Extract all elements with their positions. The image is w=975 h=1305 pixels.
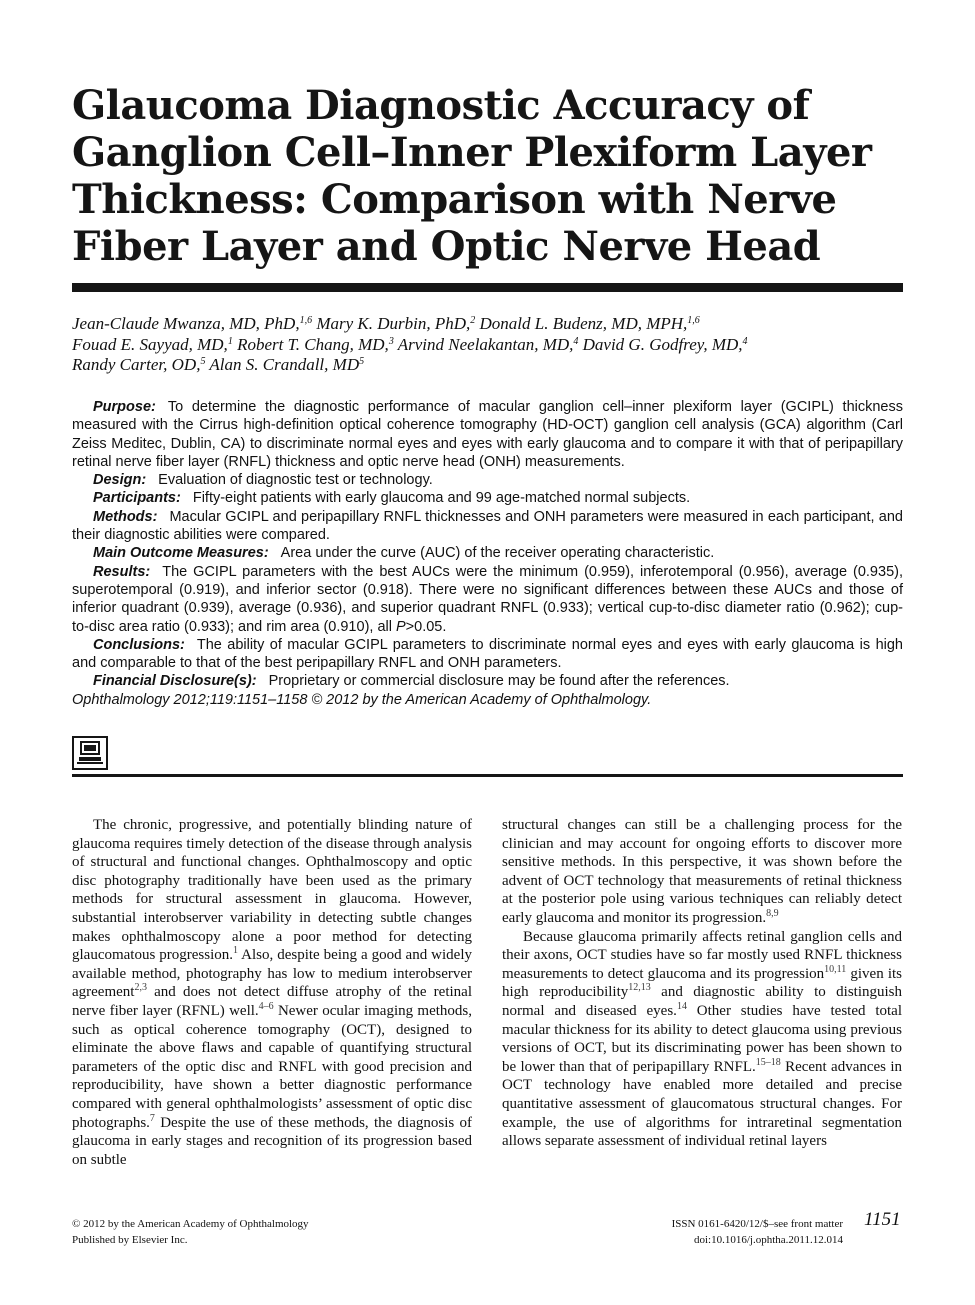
footer-issn: [600, 1216, 843, 1248]
conclusions-text: The ability of macular GCIPL parameters to discriminate normal eyes and eyes with early glaucoma is high and comparable to that of the best peripapillary RNFL and ONH parameters.: [72, 636, 903, 672]
participants-text: Fifty-eight patients with early glaucoma and 99 age-matched normal subjects.: [192, 490, 691, 507]
body-text: and diagnostic ability to distinguish normal and diseased eyes.: [502, 984, 902, 1019]
abstract-methods: [72, 508, 903, 545]
page-number: 1151: [864, 1209, 901, 1230]
body-paragraph: [72, 816, 472, 1169]
publisher-line: Published by Elsevier Inc.: [72, 1234, 188, 1246]
body-text: structural changes can still be a challenging process for the clinician and may account for ongoing efforts to discover more sensitive methods. In this perspective, it was shown before the advent of OCT technology that measurements of retinal thickness at the posterior pole using various techniques can reliably detect early glaucoma and monitor its progression.: [502, 817, 902, 926]
reference-citation[interactable]: 4–6: [258, 1000, 274, 1012]
reference-citation[interactable]: 7: [149, 1112, 155, 1124]
author-name: Fouad E. Sayyad, MD,: [72, 334, 228, 354]
results-p-value: >0.05.: [405, 618, 447, 635]
body-paragraph: [502, 816, 902, 928]
title-rule: [72, 283, 903, 292]
article-title: Glaucoma Diagnostic Accuracy of Ganglion Cell–Inner Plexiform Layer Thickness: Comparison with Nerve Fiber Layer and Optic Nerve Head: [72, 82, 872, 270]
author-name: Robert T. Chang, MD,: [232, 334, 389, 354]
body-paragraph: [502, 928, 902, 1151]
design-label: Design:: [93, 472, 147, 489]
copyright-line: © 2012 by the American Academy of Ophthalmology: [72, 1218, 309, 1230]
reference-citation[interactable]: 10,11: [824, 963, 847, 975]
outcome-label: Main Outcome Measures:: [93, 545, 269, 562]
disclosure-label: Financial Disclosure(s):: [93, 673, 257, 690]
issn-line: ISSN 0161-6420/12/$–see front matter: [671, 1218, 843, 1230]
reference-citation[interactable]: 2,3: [134, 982, 147, 994]
author-line: [72, 314, 912, 335]
abstract-design: [72, 471, 903, 489]
author-affiliation: 2: [470, 315, 476, 326]
author-affiliation: 1,6: [687, 315, 700, 326]
body-text: Despite the use of these methods, the diagnosis of glaucoma in early stages and recognition of its progression based on subtle: [72, 1114, 472, 1168]
author-name: Randy Carter, OD,: [72, 355, 201, 374]
author-name: Alan S. Crandall, MD: [205, 355, 360, 374]
methods-text: Macular GCIPL and peripapillary RNFL thicknesses and ONH parameters were measured in each participant, and their diagnostic abilities were compared.: [72, 508, 903, 544]
author-name: Mary K. Durbin, PhD,: [312, 314, 471, 333]
body-column-right: [502, 816, 902, 1151]
results-p-symbol: P: [395, 618, 406, 635]
author-affiliation: 3: [388, 335, 394, 347]
reference-citation[interactable]: 14: [676, 1000, 687, 1012]
purpose-label: Purpose:: [93, 399, 156, 415]
participants-label: Participants:: [93, 490, 181, 507]
outcome-text: Area under the curve (AUC) of the receiver operating characteristic.: [280, 545, 715, 562]
abstract-conclusions: [72, 636, 903, 673]
author-name: Jean-Claude Mwanza, MD, PhD,: [72, 314, 300, 333]
computer-monitor-icon: [72, 736, 108, 770]
results-text: The GCIPL parameters with the best AUCs were the minimum (0.959), inferotemporal (0.956), average (0.935), superotemporal (0.919), and inferior sector (0.918). There were no significant differences between these AUCs and those of inferior quadrant (0.939), average (0.936), and superior quadrant RNFL (0.933); vertical cup-to-disc diameter ratio (0.962); cup-to-disc area ratio (0.933); and rim area (0.910), all: [72, 563, 903, 635]
body-text: given its high reproducibility: [502, 965, 902, 1001]
abstract-disclosure: [72, 672, 903, 709]
abstract-results: [72, 563, 903, 636]
methods-label: Methods:: [93, 508, 158, 525]
author-list: [72, 314, 912, 376]
conclusions-label: Conclusions:: [93, 636, 185, 653]
body-column-left: [72, 816, 472, 1169]
abstract-purpose: [72, 398, 903, 471]
body-text: Newer ocular imaging methods, such as optical coherence tomography (OCT), designed to eliminate the above flaws and capable of quantifying structural parameters of the optic disc and RNFL with good precision and reproducibility, have shown a better diagnostic performance compared with general ophthalmologists’ assessment of optic disc photographs.: [72, 1002, 472, 1131]
body-text: Also, despite being a good and widely available method, photography has low to medium interobserver agreement: [72, 947, 472, 1001]
reference-citation[interactable]: 12,13: [628, 982, 651, 994]
reference-citation[interactable]: 1: [233, 945, 239, 957]
author-name: David G. Godfrey, MD,: [578, 334, 743, 354]
design-text: Evaluation of diagnostic test or technology.: [158, 472, 433, 489]
author-affiliation: 5: [359, 356, 365, 367]
body-text: Because glaucoma primarily affects retinal ganglion cells and their axons, OCT studies have so far mostly used RNFL thickness measurements to detect glaucoma and its progression: [502, 928, 902, 982]
results-label: Results:: [93, 563, 151, 580]
author-affiliation: 1,6: [299, 315, 313, 326]
author-line: [72, 335, 912, 356]
reference-citation[interactable]: 8,9: [766, 907, 779, 919]
journal-citation: Ophthalmology 2012;119:1151–1158 © 2012 by the American Academy of Ophthalmology.: [72, 691, 652, 708]
footer-copyright: [72, 1216, 309, 1248]
body-text: Other studies have tested total macular thickness for its ability to detect glaucoma using previous versions of OCT, but its discriminating power has been shown to be lower than that of peripapillary RNFL.: [502, 1002, 902, 1075]
body-text: The chronic, progressive, and potentially blinding nature of glaucoma requires timely detection of the disease through analysis of structural and functional changes. Ophthalmoscopy and optic disc photography traditionally have been used as the primary methods for structural assessment in glaucoma. However, substantial interobserver variability in detecting subtle changes makes ophthalmoscopy alone a poor method for detecting glaucomatous progression.: [72, 817, 472, 964]
author-name: Donald L. Budenz, MD, MPH,: [475, 314, 688, 333]
author-affiliation: 4: [742, 335, 748, 347]
abstract-participants: [72, 489, 903, 507]
abstract: [72, 398, 903, 709]
author-affiliation: 1: [227, 335, 233, 347]
author-line: [72, 355, 912, 376]
abstract-outcome: [72, 544, 903, 562]
purpose-text: To determine the diagnostic performance of macular ganglion cell–inner plexiform layer (GCIPL) thickness measured with the Cirrus high-definition optical coherence tomography (HD-OCT) ganglion cell analysis (GCA) algorithm (Carl Zeiss Meditec, Dublin, CA) to discriminate normal eyes and eyes with early glaucoma and to compare it with that of peripapillary retinal nerve fiber layer (RNFL) thickness and optic nerve head (ONH) measurements.: [72, 399, 903, 470]
author-affiliation: 4: [573, 335, 579, 347]
disclosure-text: Proprietary or commercial disclosure may be found after the references.: [268, 673, 730, 690]
section-rule: [72, 774, 903, 777]
body-text: Recent advances in OCT technology have enabled more detailed and precise quantitative assessment of glaucomatous structural changes. For example, the use of algorithms for intraretinal segmentation allows separate assessment of individual retinal layers: [502, 1058, 903, 1150]
author-affiliation: 5: [200, 356, 206, 367]
body-text: and does not detect diffuse atrophy of the retinal nerve fiber layer (RFNL) well.: [72, 984, 472, 1019]
author-name: Arvind Neelakantan, MD,: [393, 334, 574, 354]
doi-line: doi:10.1016/j.ophtha.2011.12.014: [693, 1234, 843, 1246]
reference-citation[interactable]: 15–18: [755, 1056, 781, 1068]
